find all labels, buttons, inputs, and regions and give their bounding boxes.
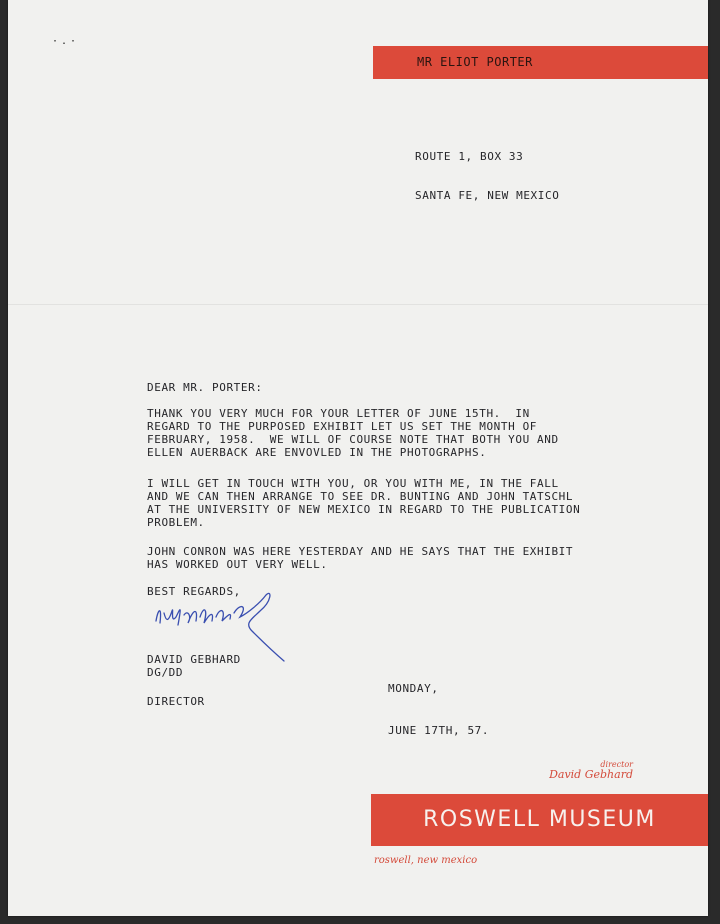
body-paragraph-1: THANK YOU VERY MUCH FOR YOUR LETTER OF JUNE 15TH. IN REGARD TO THE PURPOSED EXHIBIT LET US SET THE MONTH OF FEBRUARY, 1958. WE WILL OF COURSE NOTE THAT BOTH YOU AND ELLEN AUERBACK ARE ENVOVLED IN THE PHOTOGRAPHS. (147, 407, 559, 459)
address-line-2: SANTA FE, NEW MEXICO (415, 189, 560, 202)
letter-page (8, 0, 708, 916)
body-paragraph-2: I WILL GET IN TOUCH WITH YOU, OR YOU WITH ME, IN THE FALL AND WE CAN THEN ARRANGE TO SEE DR. BUNTING AND JOHN TATSCHL AT THE UNIVERSITY OF NEW MEXICO IN REGARD TO THE PUBLICATION PROBLEM. (147, 477, 581, 529)
fold-line (8, 304, 708, 305)
signer-title: DIRECTOR (147, 695, 205, 708)
date-full: JUNE 17TH, 57. (388, 724, 490, 737)
date-block (388, 654, 489, 766)
recipient-name: MR ELIOT PORTER (417, 55, 533, 69)
museum-banner (371, 794, 708, 846)
address-line-1: ROUTE 1, BOX 33 (415, 150, 524, 163)
closing: BEST REGARDS, (147, 585, 241, 598)
recipient-bar (373, 46, 708, 79)
address-block (415, 124, 559, 228)
salutation: DEAR MR. PORTER: (147, 381, 263, 394)
director-name: David Gebhard (549, 768, 633, 781)
director-label: director (600, 760, 633, 769)
reference-initials: DG/DD (147, 666, 184, 679)
signer-name: DAVID GEBHARD (147, 653, 241, 666)
paper-specks: ·.· (52, 36, 80, 47)
date-weekday: MONDAY, (388, 682, 439, 695)
museum-name: ROSWELL MUSEUM (423, 807, 656, 832)
signer-block (147, 625, 241, 737)
museum-location: roswell, new mexico (374, 855, 478, 866)
body-paragraph-3: JOHN CONRON WAS HERE YESTERDAY AND HE SAYS THAT THE EXHIBIT HAS WORKED OUT VERY WELL. (147, 545, 574, 571)
